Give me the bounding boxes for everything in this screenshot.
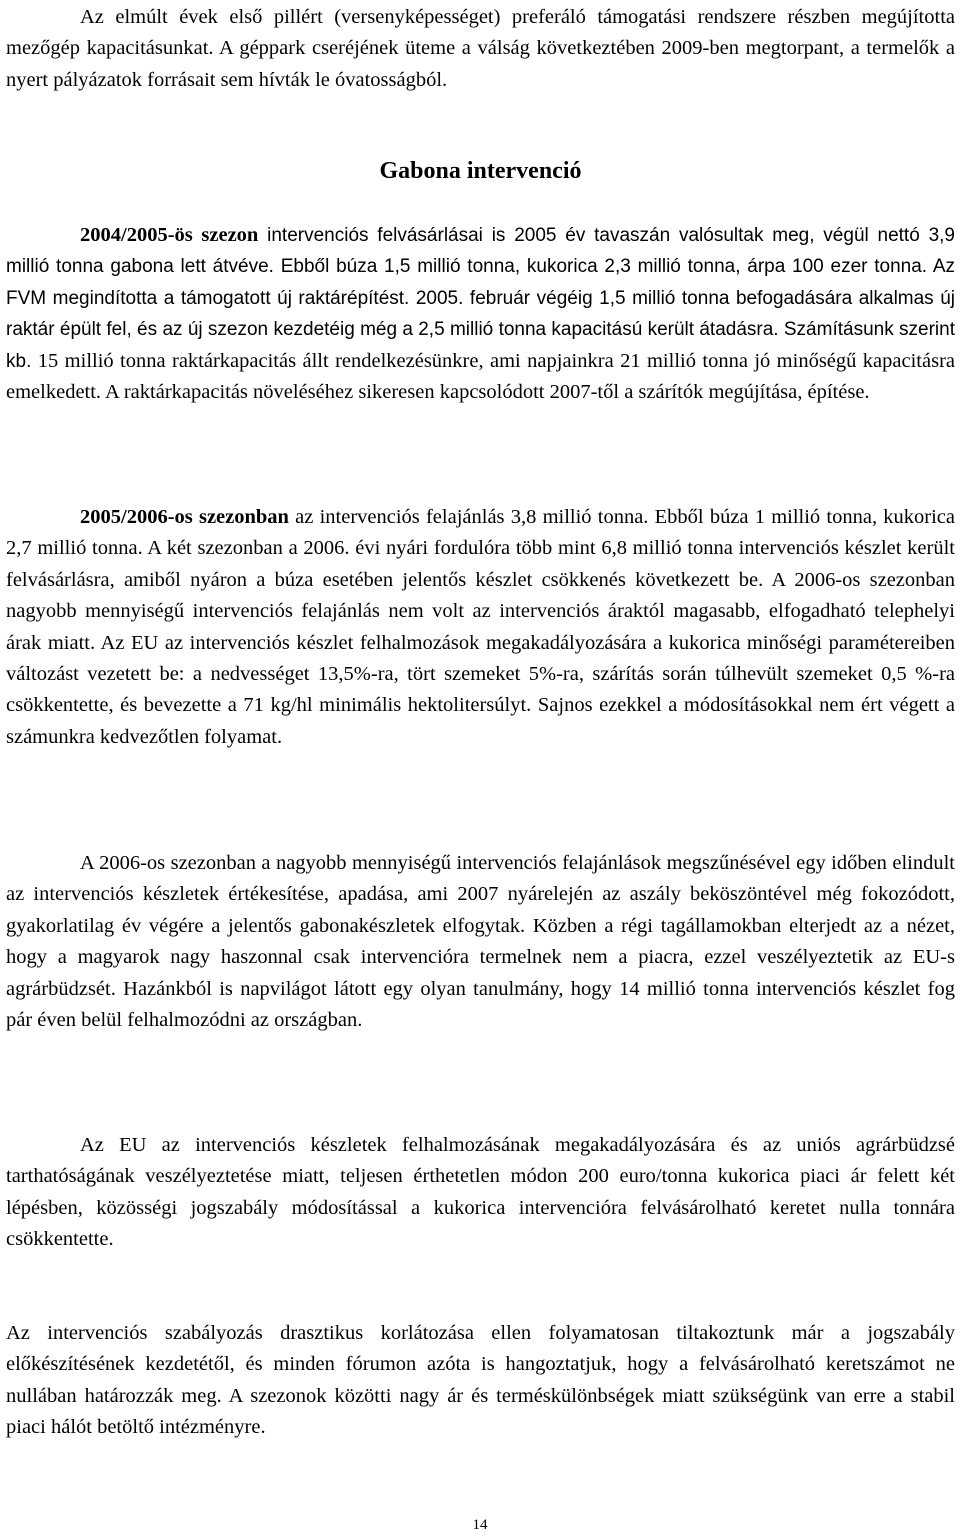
paragraph-regulation-protest: Az intervenciós szabályozás drasztikus korlátozása ellen folyamatosan tiltakoztunk már a jogszabály előkészítésének kezdetétől, és minden fórumon azóta is hangoztatjuk, hogy a felvásárolható keretszámot ne nullában határozzák meg. A szezonok közötti nagy ár és terméskülönbségek miatt szükségünk van erre a stabil piaci hálót betöltő intézményre. <box>6 1322 955 1439</box>
season-2004-2005-heading: 2004/2005-ös szezon <box>80 224 259 246</box>
season-2005-2006-heading: 2005/2006-os szezonban <box>80 506 289 528</box>
page-number: 14 <box>472 1517 488 1533</box>
paragraph-2004-2005-sans-text: intervenciós felvásárlásai is 2005 év tavaszán valósultak meg, végül nettó 3,9 millió tonna gabona lett átvéve. Ebből búza 1,5 millió tonna, kukorica 2,3 millió tonna, árpa 100 ezer tonna. Az FVM megindította a támogatott új raktárépítést. 2005. február végéig 1,5 millió tonna befogadására alkalmas új raktár épült fel, és az új szezon kezdetéig még a 2,5 millió tonna kapacitású került átadásra. Számításunk szerint kb. <box>6 225 955 372</box>
paragraph-eu-intervention: Az EU az intervenciós készletek felhalmozásának megakadályozására és az uniós agrárbüdzsé tarthatóságának veszélyeztetése miatt, teljesen érthetetlen módon 200 euro/tonna kukorica piaci ár felett két lépésben, közösségi jogszabály módosítással a kukorica intervencióra felvásárolható keretet nulla tonnára csökkentette. <box>6 1134 955 1251</box>
paragraph-2005-2006-season <box>6 502 955 753</box>
paragraph-2006-season: A 2006-os szezonban a nagyobb mennyiségű intervenciós felajánlások megszűnésével egy időben elindult az intervenciós készletek értékesítése, apadása, ami 2007 nyárelején az aszály beköszöntével még fokozódott, gyakorlatilag év végére a jelentős gabonakészletek elfogytak. Közben a régi tagállamokban elterjedt az a nézet, hogy a magyarok nagy haszonnal csak intervencióra termelnek nem a piacra, ezzel veszélyeztetik az EU-s agrárbüdzsét. Hazánkból is napvilágot látott egy olyan tanulmány, hogy 14 millió tonna intervenciós készlet fog pár éven belül felhalmozódni az országban. <box>6 852 955 1032</box>
paragraph-2004-2005-serif-text: 15 millió tonna raktárkapacitás állt rendelkezésünkre, ami napjainkra 21 millió tonna jó minőségű kapacitásra emelkedett. A raktárkapacitás növeléséhez sikeresen kapcsolódott 2007-től a szárítók megújítása, építése. <box>6 349 955 404</box>
paragraph-2005-2006-text: az intervenciós felajánlás 3,8 millió tonna. Ebből búza 1 millió tonna, kukorica 2,7 millió tonna. A két szezonban a 2006. évi nyári fordulóra több mint 6,8 millió tonna intervenciós készlet került felvásárlásra, amiből nyáron a búza esetében jelentős készlet csökkenés következett be. A 2006-os szezonban nagyobb mennyiségű intervenciós felajánlás nem volt az intervenciós áraktól magasabb, elfogadható telephelyi árak miatt. Az EU az intervenciós készlet felhalmozások megakadályozására a kukorica minőségi paramétereiben változást vezetett be: a nedvességet 13,5%-ra, tört szemeket 5%-ra, szárítás során túlhevült szemeket 0,5 %-ra csökkentette, és bevezette a 71 kg/hl minimális hektolitersúlyt. Sajnos ezekkel a módosításokkal nem ért végett a számunkra kedvezőtlen folyamat. <box>6 506 955 748</box>
paragraph-2004-2005-season <box>6 220 955 408</box>
section-title: Gabona intervenció <box>379 158 582 184</box>
intro-paragraph: Az elmúlt évek első pillért (versenyképességet) preferáló támogatási rendszere részben megújította mezőgép kapacitásunkat. A géppark cseréjének üteme a válság következtében 2009-ben megtorpant, a termelők a nyert pályázatok forrásait sem hívták le óvatosságból. <box>6 6 955 91</box>
